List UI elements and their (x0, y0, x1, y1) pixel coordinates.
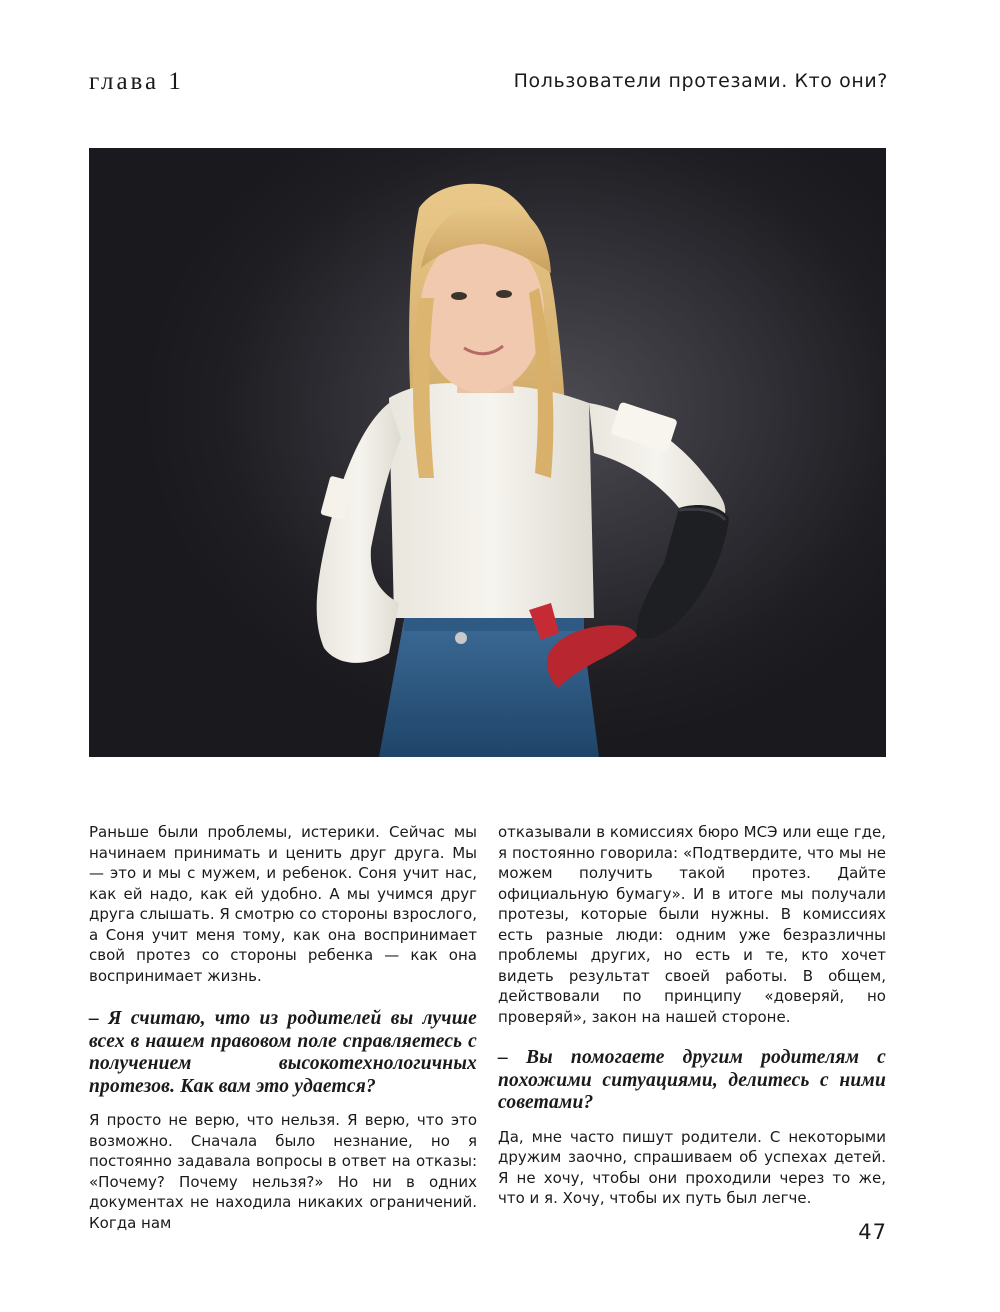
right-paragraph-1: отказывали в комиссиях бюро МСЭ или еще где, я постоянно говорила: «Подтвердите, что мы не можем получить такой протез. Дайте официальную бумагу». И в итоге мы получали протезы, которые были нужны. В комиссиях есть разные люди: одним уже безразличны проблемы других, но есть и те, кто хочет видеть результат своей работы. В общем, действовали по принципу «доверяй, но проверяй», закон на нашей стороне. (498, 823, 886, 1026)
page-number: 47 (858, 1220, 887, 1244)
portrait-photo (89, 148, 886, 757)
left-paragraph-2: Я просто не верю, что нельзя. Я верю, что это возможно. Сначала было незнание, но я постоянно задавала вопросы в ответ на отказы: «Почему? Почему нельзя?» Но ни в одних документах не находила никаких ограничений. Когда нам (89, 1111, 477, 1232)
interview-question-2: – Вы помогаете другим родителям с похожими ситуациями, делитесь с ними советами? (498, 1047, 886, 1113)
right-column (498, 822, 886, 1209)
left-column (89, 822, 477, 1233)
chapter-label: глава 1 (89, 68, 184, 95)
left-paragraph-1: Раньше были проблемы, истерики. Сейчас мы начинаем принимать и ценить друг друга. Мы — это и мы с мужем, и ребенок. Соня учит нас, как ей надо, как ей удобно. А мы учимся друг друга слышать. Я смотрю со стороны взрослого, а Соня учит меня тому, как она воспринимает свой протез со стороны ребенка — как она воспринимает жизнь. (89, 823, 477, 985)
right-paragraph-2: Да, мне часто пишут родители. С некоторыми дружим заочно, спрашиваем об успехах детей. Я не хочу, чтобы они проходили через то же, что и я. Хочу, чтобы их путь был легче. (498, 1127, 886, 1207)
girl-with-prosthetic-illustration (89, 148, 886, 757)
section-title: Пользователи протезами. Кто они? (513, 70, 888, 92)
interview-question-1: – Я считаю, что из родителей вы лучше всех в нашем правовом поле справляетесь с получением высокотехнологичных протезов. Как вам это удается? (89, 1008, 477, 1097)
